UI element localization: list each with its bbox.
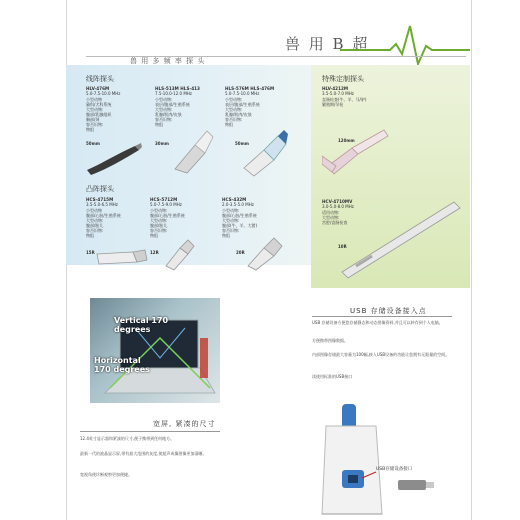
probe-feature: 物组 [86, 233, 94, 238]
probe-model: HCS-5712M [150, 197, 178, 202]
probe-feature: 大型动物: [222, 218, 240, 223]
probe-feature: 腹部/胎儿 [150, 223, 168, 228]
probe-feature: 大型动物: [86, 218, 104, 223]
probe-frequency: 2.0-3.5-5.0 MHz [222, 202, 254, 207]
wide-screen-paragraph: 最新一代的液晶显示屏,带有最大范围的灰度,使超声成像图像更加清晰。 [80, 451, 207, 456]
probe-feature: 容否识物: [225, 117, 243, 122]
special-section-heading: 特殊定制探头 [322, 75, 364, 83]
probe-feature: 乳腺/肌肉/皮肤 [225, 112, 252, 117]
probe-size-tag: 20R [236, 250, 245, 255]
convex-section-heading: 凸阵探头 [86, 185, 114, 193]
usb-paragraph: 内部图像存储最大容量为100幅,接入USB设备的功能让您拥有无限量的空间。 [312, 352, 450, 357]
probe-feature: 腹部/心脏/生殖系统 [150, 213, 185, 218]
probe-feature: 大型动物: [225, 107, 243, 112]
probe-feature: 物组 [222, 233, 230, 238]
probe-size-tag: 15R [86, 250, 95, 255]
linear-probe-image [165, 125, 215, 175]
probe-frequency: 5.0-7.5-10.0 MHz [225, 91, 260, 96]
page-subtitle: 兽 用 多 频 率 探 头 [130, 57, 206, 65]
probe-feature: 物组 [225, 122, 233, 127]
probe-size-tag: 50mm [235, 141, 249, 146]
probe-feature: 小型动物: [222, 208, 240, 213]
linear-probe-image [238, 128, 290, 178]
wide-screen-rule [80, 431, 220, 432]
horizontal-angle-label: Horizontal 170 degrees [94, 356, 150, 374]
probe-frequency: 3.0-5.0-8.0 MHz [322, 204, 354, 209]
usb-paragraph: 方便携带图像数据。 [312, 338, 348, 343]
probe-feature: 腹部/胎儿 [86, 223, 104, 228]
probe-feature: 乳腺/肌肉/皮肤 [155, 112, 182, 117]
probe-feature: 直肠检查(牛、羊、马/驴) [322, 97, 367, 102]
probe-feature: 大型动物: [150, 218, 168, 223]
convex-probe-image [244, 232, 284, 272]
usb-section-title: USB 存储设备接入点 [350, 307, 427, 315]
probe-feature: 小型动物 [86, 208, 102, 213]
probe-frequency: 5.0-7.5-9.0 MHz [150, 202, 182, 207]
convex-probe-image [93, 246, 148, 268]
probe-feature: 腹部/乳腺组织 [86, 112, 112, 117]
probe-size-tag: 50mm [86, 141, 100, 146]
linear-probe-image [83, 140, 143, 176]
probe-feature: 小型动物: [225, 97, 243, 102]
probe-feature: 表层/腹部/生殖系统 [225, 102, 260, 107]
probe-model: HCS-4715M [86, 197, 114, 202]
probe-feature: 物组 [150, 233, 158, 238]
probe-frequency: 3.5-5.0-7.0 MHz [322, 91, 354, 96]
usb-paragraph: USB 存储设备方便您存储静态和动态图像资料,并且可以转存到个人电脑。 [312, 320, 443, 325]
probe-feature: 腹部(牛、羊、大猪) [222, 223, 258, 228]
probe-feature: 表层/腹部/生殖系统 [155, 102, 190, 107]
probe-feature: 容否识物: [222, 228, 240, 233]
rectal-probe-image [322, 122, 392, 180]
ultrasound-device-illustration [318, 396, 470, 518]
probe-size-tag: 12R [150, 250, 159, 255]
probe-feature: 繁殖期/孕检 [322, 102, 344, 107]
probe-frequency: 3.5-5.0-6.5 MHz [86, 202, 118, 207]
wave-decoration [340, 18, 470, 68]
probe-feature: 适用动物: [322, 210, 340, 215]
probe-feature: 腹部/心脏/生殖系统 [222, 213, 257, 218]
probe-feature: 物组 [86, 127, 94, 132]
probe-size-tag: 120mm [338, 138, 355, 143]
usb-section-rule [312, 316, 452, 317]
probe-feature: 宫腔/直肠检查 [322, 220, 348, 225]
probe-feature: 小型动物: [155, 97, 173, 102]
wide-screen-paragraph: 宽视角使诊断观察更加便捷。 [80, 472, 132, 477]
probe-feature: 猫科/犬科系统 [86, 102, 112, 107]
probe-feature: 容否识物: [86, 228, 104, 233]
usb-drive-icon [396, 476, 436, 494]
transvaginal-probe-image [336, 198, 466, 280]
page-title: 兽 用 B 超 [285, 35, 370, 53]
probe-size-tag: 10R [338, 244, 347, 249]
wide-screen-title: 宽屏, 紧凑的尺寸 [153, 420, 216, 428]
probe-feature: 大型动物: [155, 107, 173, 112]
wide-screen-paragraph: 12.4英寸显示器和紧凑的尺寸,便于携带到任何地方。 [80, 436, 175, 441]
probe-feature: 容否识物: [155, 117, 173, 122]
probe-feature: 小型动物 [86, 97, 102, 102]
probe-feature: 胸部/颈 [86, 117, 100, 122]
probe-size-tag: 30mm [155, 141, 169, 146]
probe-model: HLV-4212M [322, 86, 349, 91]
monitor-illustration [90, 298, 220, 403]
probe-feature: 小型动物: [150, 208, 168, 213]
probe-model: HLS-576M HLS-476M [225, 86, 275, 91]
linear-section-heading: 线阵探头 [86, 75, 114, 83]
vertical-angle-label: Vertical 170 degrees [114, 316, 169, 334]
probe-frequency: 7.5-10.0-12.0 MHz [155, 91, 192, 96]
probe-model: HLV-476M [86, 86, 110, 91]
usb-port-label: USB存储设备接口 [376, 467, 413, 472]
probe-model: HCS-432M [222, 197, 247, 202]
probe-feature: 腹部/心脏/生殖系统 [86, 213, 121, 218]
probe-feature: 物组 [155, 122, 163, 127]
probe-model: HLS-513M HLS-413 [155, 86, 200, 91]
convex-probe-image [160, 236, 196, 272]
probe-model: HCV-4710MV [322, 199, 353, 204]
monitor-photo [90, 298, 220, 403]
probe-feature: 大型动物: [322, 215, 340, 220]
probe-feature: 大型动物: [86, 107, 104, 112]
usb-paragraph: 读使用标准的USB接口 [312, 374, 353, 379]
probe-feature: 容否识物: [150, 228, 168, 233]
probe-feature: 容否识物: [86, 122, 104, 127]
probe-frequency: 5.0-7.5-10.0 MHz [86, 91, 121, 96]
